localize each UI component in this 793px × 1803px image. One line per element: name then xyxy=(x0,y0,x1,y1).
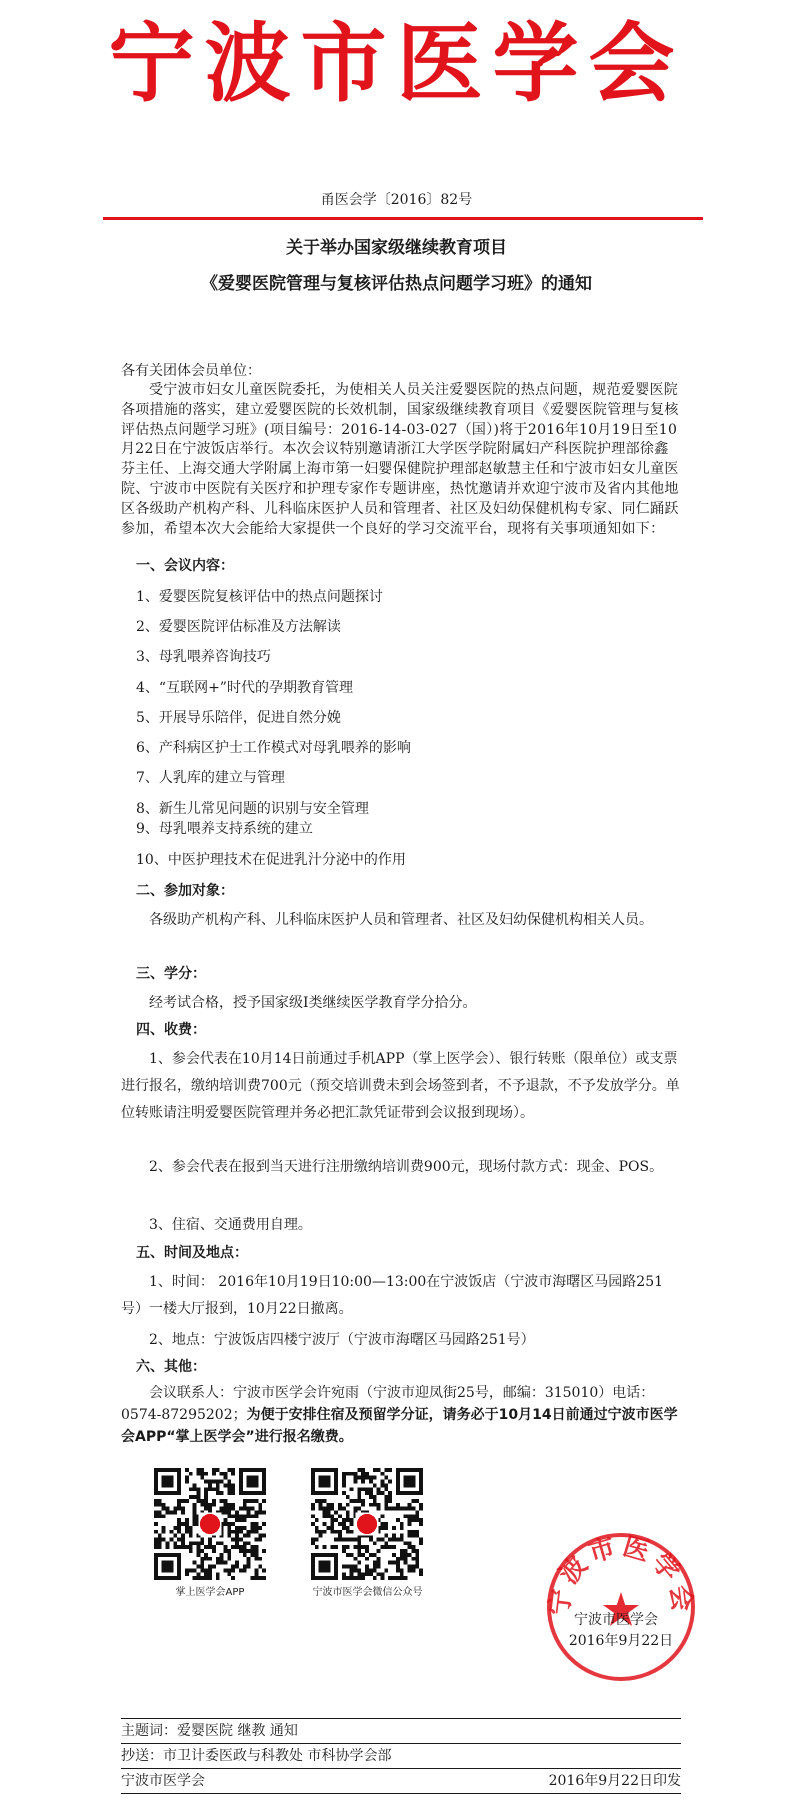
time-item-2: 2、地点：宁波饭店四楼宁波厅（宁波市海曙区马园路251号） xyxy=(149,1332,535,1348)
content-item: 8、新生儿常见问题的识别与安全管理 xyxy=(136,801,369,817)
fee-item-3: 3、住宿、交通费用自理。 xyxy=(149,1217,312,1233)
footer-print-date: 2016年9月22日印发 xyxy=(548,1773,681,1789)
fee-item-2: 2、参会代表在报到当天进行注册缴纳培训费900元，现场付款方式：现金、POS。 xyxy=(149,1159,664,1175)
footer-rule xyxy=(121,1768,681,1769)
content-item: 6、产科病区护士工作模式对母乳喂养的影响 xyxy=(136,740,411,756)
footer-rule xyxy=(121,1793,681,1794)
content-item: 7、人乳库的建立与管理 xyxy=(136,770,285,786)
notice-title-line1: 关于举办国家级继续教育项目 xyxy=(286,238,507,258)
content-item: 1、爱婴医院复核评估中的热点问题探讨 xyxy=(136,589,383,605)
time-item-1: 1、时间： 2016年10月19日10:00—13:00在宁波饭店（宁波市海曙区马园路251号）一楼大厅报到，10月22日撤离。 xyxy=(121,1274,664,1317)
content-item: 5、开展导乐陪伴，促进自然分娩 xyxy=(136,710,341,726)
section-credit-heading: 三、学分： xyxy=(136,966,206,982)
content-item: 2、爱婴医院评估标准及方法解读 xyxy=(136,619,341,635)
section-other-heading: 六、其他： xyxy=(136,1359,206,1375)
svg-text:宁波市医学会: 宁波市医学会 xyxy=(544,1531,698,1618)
audience-text: 各级助产机构产科、儿科临床医护人员和管理者、社区及妇幼保健机构相关人员。 xyxy=(149,912,653,928)
contact-info: 会议联系人：宁波市医学会许宛雨（宁波市迎凤街25号，邮编：315010）电话：0574-87295202； xyxy=(121,1385,655,1423)
footer-cc: 抄送：市卫计委医政与科教处 市科协学会部 xyxy=(121,1748,392,1764)
red-divider xyxy=(103,217,703,220)
section-fee-heading: 四、收费： xyxy=(136,1022,206,1038)
footer-issue-line xyxy=(121,1772,681,1790)
content-item: 3、母乳喂养咨询技巧 xyxy=(136,649,271,665)
intro-paragraph: 受宁波市妇女儿童医院委托，为使相关人员关注爱婴医院的热点问题，规范爱婴医院各项措施的落实，建立爱婴医院的长效机制，国家级继续教育项目《爱婴医院管理与复核评估热点问题学习班》(项目编号：2016-14-03-027（国）)将于2016年10月19日至10月22日在宁波饭店举行。本次会议特别邀请浙江大学医学院附属妇产科医院护理部徐鑫芬主任、上海交通大学附属上海市第一妇婴保健院护理部赵敏慧主任和宁波市妇女儿童医院、宁波市中医院有关医疗和护理专家作专题讲座，热忱邀请并欢迎宁波市及省内其他地区各级助产机构产科、儿科临床医护人员和管理者、社区及妇幼保健机构专家、同仁踊跃参加，希望本次大会能给大家提供一个良好的学习交流平台，现将有关事项通知如下： xyxy=(121,382,679,537)
signature-date: 2016年9月22日 xyxy=(568,1633,674,1649)
app-qr-caption: 掌上医学会APP xyxy=(175,1587,245,1598)
section-audience-heading: 二、参加对象： xyxy=(136,883,234,899)
content-item: 4、“互联网+”时代的孕期教育管理 xyxy=(136,680,353,696)
official-seal xyxy=(544,1530,698,1684)
masthead-org-name: 宁波市医学会 xyxy=(108,13,685,114)
notice-title-line2: 《爱婴医院管理与复核评估热点问题学习班》的通知 xyxy=(201,274,592,294)
document-number: 甬医会学〔2016〕82号 xyxy=(320,192,473,208)
footer-rule xyxy=(121,1743,681,1744)
footer-rule xyxy=(121,1718,681,1719)
footer-keywords: 主题词：爱婴医院 继教 通知 xyxy=(121,1723,298,1739)
credit-text: 经考试合格，授予国家级Ⅰ类继续医学教育学分拾分。 xyxy=(149,995,477,1011)
content-item: 10、中医护理技术在促进乳汁分泌中的作用 xyxy=(136,852,406,868)
wechat-qr-code[interactable] xyxy=(311,1468,423,1580)
other-text xyxy=(121,1382,681,1448)
wechat-qr-caption: 宁波市医学会微信公众号 xyxy=(312,1587,423,1598)
section-content-heading: 一、会议内容： xyxy=(136,558,234,574)
app-qr-code[interactable] xyxy=(154,1468,266,1580)
content-item: 9、母乳喂养支持系统的建立 xyxy=(136,821,313,837)
section-time-heading: 五、时间及地点： xyxy=(136,1245,248,1261)
footer-issuer: 宁波市医学会 xyxy=(121,1773,205,1789)
signature-org: 宁波市医学会 xyxy=(574,1612,658,1628)
salutation: 各有关团体会员单位： xyxy=(121,363,261,379)
fee-item-1: 1、参会代表在10月14日前通过手机APP（掌上医学会）、银行转账（限单位）或支票进行报名，缴纳培训费700元（预交培训费未到会场签到者，不予退款，不予发放学分。单位转账请注明爱婴医院管理并务必把汇款凭证带到会议报到现场）。 xyxy=(121,1051,680,1121)
registration-reminder: 为便于安排住宿及预留学分证，请务必于10月14日前通过宁波市医学会APP“掌上医学会”进行报名缴费。 xyxy=(121,1407,678,1445)
